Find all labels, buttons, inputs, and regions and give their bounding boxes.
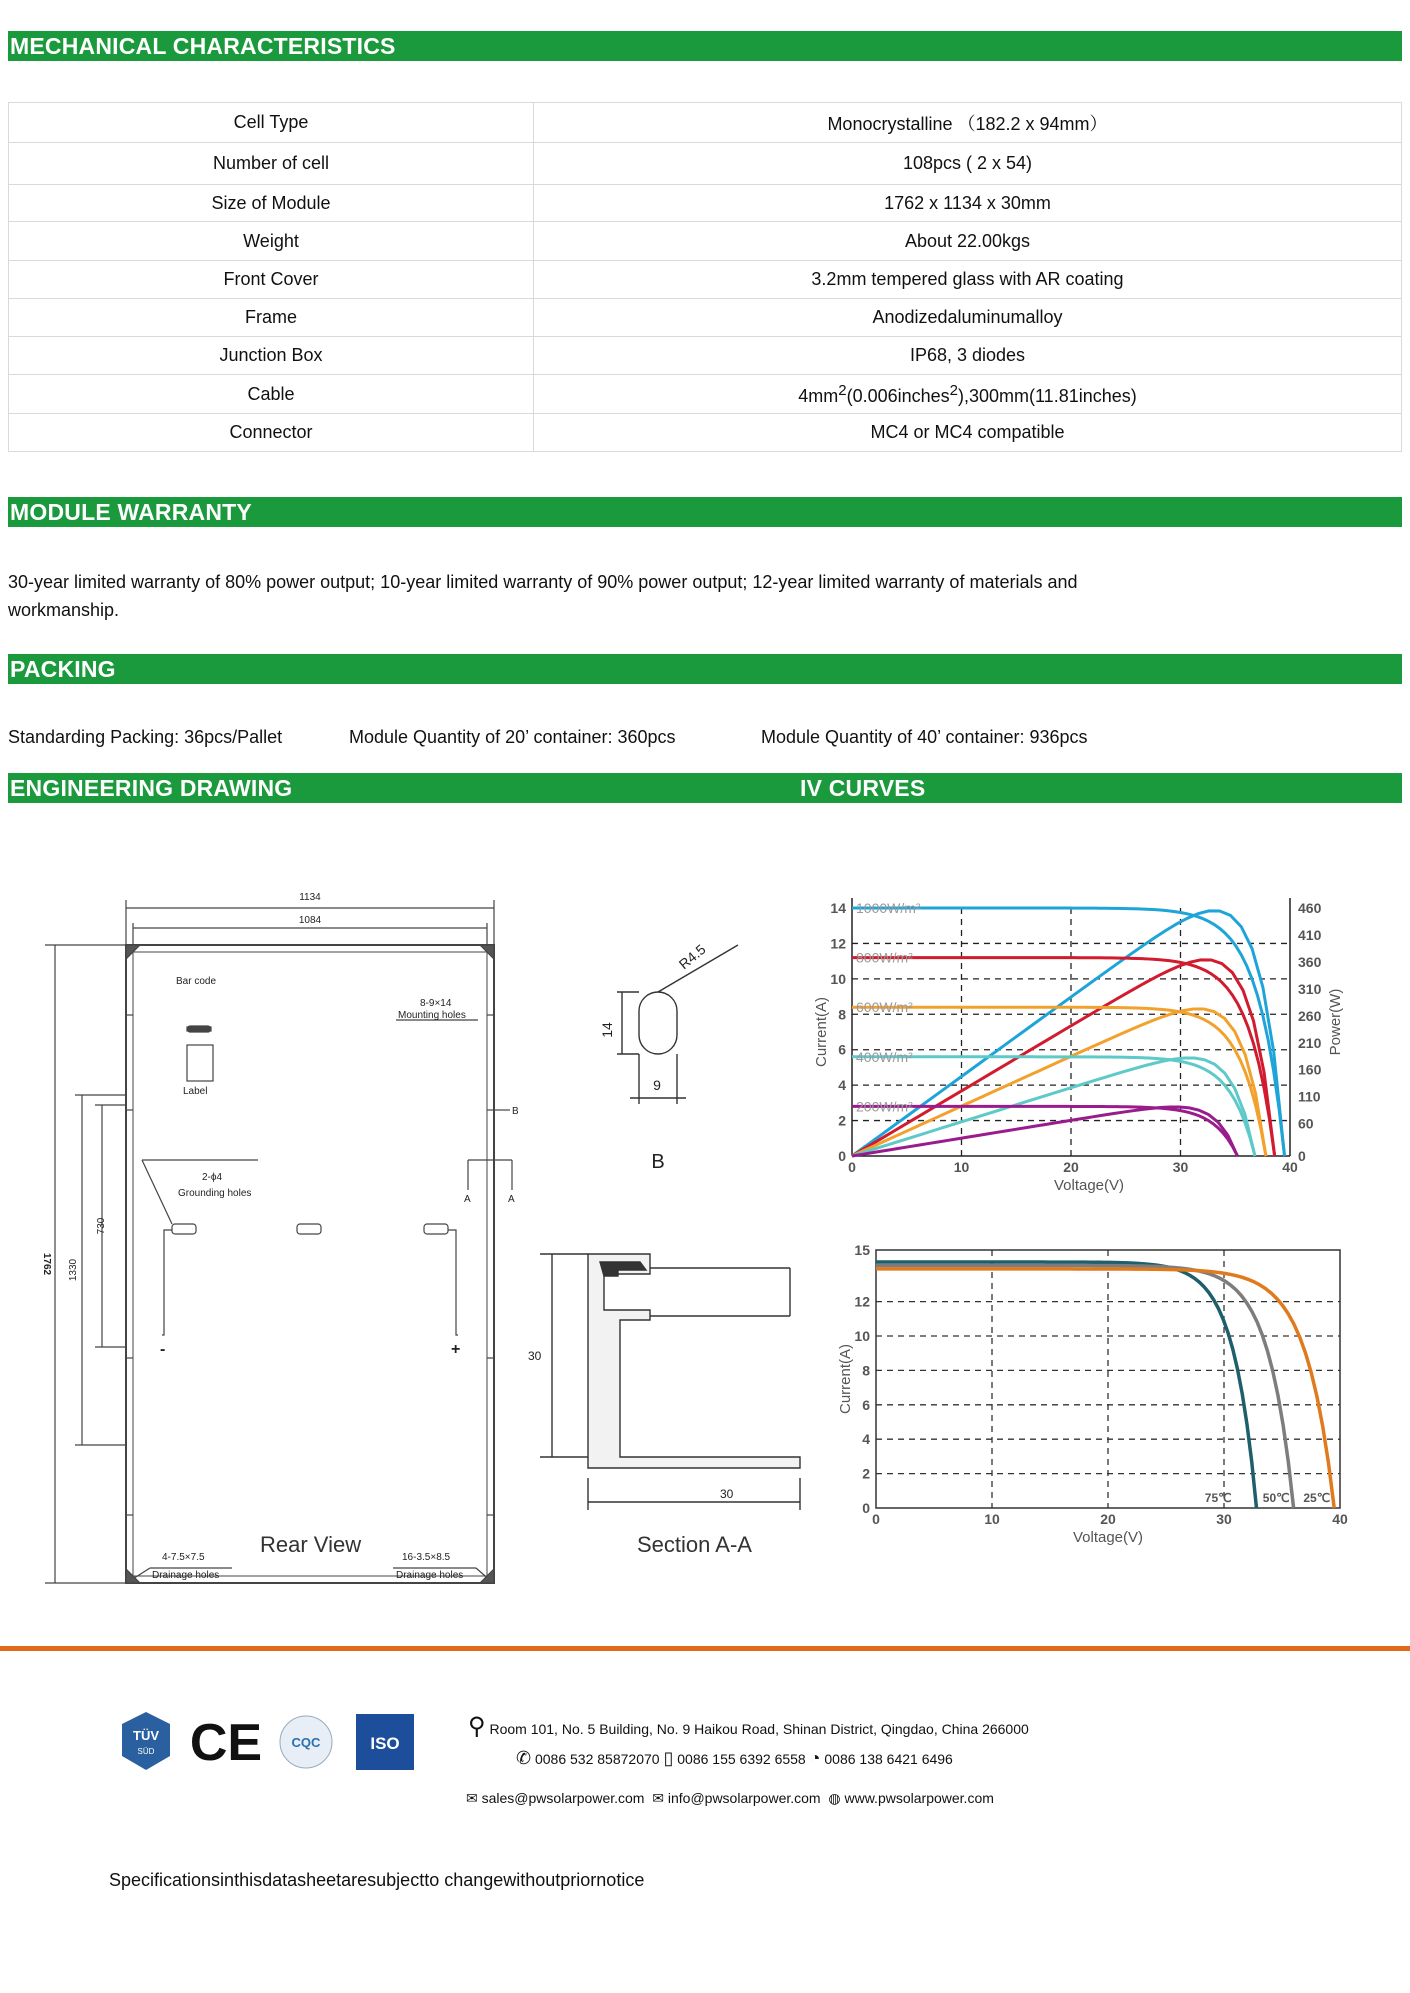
spec-value: Anodizedaluminumalloy: [534, 299, 1402, 337]
grounding-dim: 2-ϕ4: [202, 1172, 223, 1183]
y-tick-label: 4: [838, 1077, 846, 1094]
power-curve-600W/m²: [852, 1009, 1266, 1156]
disclaimer: Specificationsinthisdatasheetaresubjectto changewithoutpriornotice: [109, 1870, 645, 1890]
dimension-label: 1762: [41, 1252, 52, 1276]
y-tick-label: 8: [862, 1362, 870, 1379]
y2-tick-label: 410: [1298, 926, 1322, 943]
contact-phones: [516, 1748, 953, 1769]
x-tick-label: 10: [953, 1159, 970, 1175]
spec-value-cable: [534, 375, 1402, 414]
engineering-heading: [8, 773, 1402, 803]
packing-heading: [8, 654, 1402, 684]
y2-axis-label: Power(W): [1327, 988, 1344, 1056]
spec-label: Size of Module: [9, 185, 534, 222]
temperature-label: 25℃: [1303, 1491, 1331, 1505]
packing-40ft: Module Quantity of 40’ container: 936pcs: [761, 727, 1088, 747]
cable-part: 4mm: [798, 385, 839, 406]
x-tick-label: 10: [984, 1511, 1000, 1527]
address-text: Room 101, No. 5 Building, No. 9 Haikou Road, Shinan District, Qingdao, China 266000: [489, 1721, 1029, 1737]
x-tick-label: 20: [1100, 1511, 1116, 1527]
y-tick-label: 2: [862, 1465, 870, 1482]
y2-tick-label: 360: [1298, 953, 1322, 970]
dimension-label: 1134: [299, 892, 321, 903]
dimension-label: 730: [96, 1217, 107, 1235]
phone-icon: ✆: [516, 1748, 532, 1768]
iv-curve-75℃: [876, 1262, 1256, 1508]
warranty-text: 30-year limited warranty of 80% power output; 10-year limited warranty of 90% power output; 12-year limited warranty of materials and workmanship.: [8, 572, 1078, 620]
spec-label: Connector: [9, 414, 534, 452]
iv-curve-25℃: [876, 1269, 1334, 1508]
x-axis-label: Voltage(V): [1053, 1177, 1125, 1194]
whatsapp-icon: ◔: [809, 1748, 821, 1768]
y-axis-label: Current(A): [837, 1343, 854, 1415]
email-link[interactable]: sales@pwsolarpower.com: [481, 1790, 645, 1806]
y-tick-label: 12: [854, 1293, 870, 1310]
packing-standard: Standarding Packing: 36pcs/Pallet: [8, 727, 283, 747]
y2-tick-label: 0: [1298, 1148, 1306, 1164]
y-tick-label: 2: [838, 1112, 846, 1129]
spec-value: 3.2mm tempered glass with AR coating: [534, 261, 1402, 299]
dimension-label: 14: [599, 1022, 615, 1038]
x-tick-label: 20: [1063, 1159, 1079, 1175]
y-tick-label: 14: [830, 900, 846, 916]
email-icon: ✉: [652, 1790, 664, 1806]
y2-tick-label: 110: [1298, 1088, 1321, 1105]
detail-b-title: B: [651, 1151, 665, 1173]
section-marker: A: [464, 1194, 471, 1205]
rear-view-title: Rear View: [260, 1532, 362, 1557]
y2-tick-label: 60: [1298, 1115, 1314, 1132]
spec-label: Cell Type: [9, 103, 534, 143]
website-link[interactable]: www.pwsolarpower.com: [844, 1790, 994, 1806]
section-marker: A: [508, 1194, 515, 1205]
email-link[interactable]: info@pwsolarpower.com: [667, 1790, 821, 1806]
table-row: [9, 103, 1402, 143]
dimension-label: 9: [653, 1077, 661, 1093]
y-tick-label: 0: [838, 1148, 846, 1164]
spec-label: Number of cell: [9, 143, 534, 185]
irradiance-label: 600W/m²: [856, 999, 913, 1016]
label-callout: Label: [183, 1086, 208, 1097]
spec-value: About 22.00kgs: [534, 222, 1402, 261]
mechanical-heading-text: MECHANICAL CHARACTERISTICS: [10, 33, 396, 59]
mechanical-heading: [8, 31, 1402, 61]
x-tick-label: 0: [848, 1159, 856, 1175]
spec-value: 1762 x 1134 x 30mm: [534, 185, 1402, 222]
y-tick-label: 8: [838, 1006, 846, 1023]
spec-label: Frame: [9, 299, 534, 337]
cable-sup: 2: [949, 381, 958, 399]
spec-value: 108pcs ( 2 x 54): [534, 143, 1402, 185]
email-icon: ✉: [466, 1790, 478, 1806]
x-tick-label: 40: [1282, 1159, 1298, 1175]
table-row: [9, 375, 1402, 414]
location-pin-icon: ⚲: [468, 1713, 486, 1740]
mobile-icon: ▯: [663, 1748, 674, 1768]
temperature-label: 50℃: [1262, 1491, 1290, 1505]
iv-curves-heading-text: IV CURVES: [800, 775, 926, 801]
footer-divider: [0, 1646, 1410, 1651]
radius-label: R4.5: [675, 941, 709, 973]
irradiance-label: 1000W/m²: [856, 900, 921, 916]
y-tick-label: 12: [830, 935, 846, 952]
y2-tick-label: 460: [1298, 900, 1322, 916]
spec-value: Monocrystalline （182.2 x 94mm）: [534, 103, 1402, 143]
phone-text: 0086 532 85872070: [534, 1751, 660, 1767]
x-axis-label: Voltage(V): [1072, 1529, 1144, 1546]
packing-heading-text: PACKING: [10, 656, 116, 682]
cqc-text: CQC: [291, 1735, 321, 1750]
dimension-label: 30: [720, 1487, 734, 1501]
iso-text: ISO: [370, 1734, 400, 1753]
y2-tick-label: 310: [1298, 980, 1322, 997]
sud-text: SÜD: [137, 1747, 155, 1756]
mounting-dim: 8-9×14: [420, 998, 452, 1009]
y-tick-label: 6: [838, 1041, 846, 1058]
table-row: [9, 299, 1402, 337]
cert-logos: [116, 1710, 436, 1779]
iv-curve-irradiance-chart: [800, 880, 1360, 1200]
dimension-label: 30: [528, 1349, 542, 1363]
table-row: [9, 337, 1402, 375]
y2-tick-label: 260: [1298, 1007, 1322, 1024]
engineering-heading-text: ENGINEERING DRAWING: [10, 775, 293, 801]
warranty-heading: [8, 497, 1402, 527]
mounting-label: Mounting holes: [398, 1010, 466, 1021]
detail-marker: B: [512, 1106, 519, 1117]
negative-terminal: -: [160, 1341, 166, 1358]
y-tick-label: 6: [862, 1396, 870, 1413]
x-tick-label: 0: [872, 1511, 880, 1527]
tuv-text: TÜV: [133, 1728, 159, 1743]
power-curve-1000W/m²: [852, 911, 1285, 1156]
warranty-heading-text: MODULE WARRANTY: [10, 499, 252, 525]
y2-tick-label: 160: [1298, 1061, 1322, 1078]
engineering-drawing: [0, 870, 820, 1590]
bar-code-label: Bar code: [176, 976, 217, 987]
x-tick-label: 30: [1216, 1511, 1232, 1527]
cable-part: ),300mm(11.81inches): [958, 385, 1137, 406]
cable-part: (0.006inches: [846, 385, 950, 406]
phone-text: 0086 155 6392 6558: [677, 1751, 806, 1767]
drainage-dim: 4-7.5×7.5: [162, 1552, 205, 1563]
iv-curve-600W/m²: [852, 1007, 1266, 1156]
phone-text: 0086 138 6421 6496: [824, 1751, 953, 1767]
globe-icon: ◍: [828, 1790, 841, 1806]
table-row: [9, 222, 1402, 261]
y-tick-label: 10: [830, 970, 846, 987]
ce-logo: CE: [189, 1714, 263, 1772]
table-row: [9, 143, 1402, 185]
y-tick-label: 15: [854, 1242, 870, 1258]
iv-curve-temperature-chart: [820, 1230, 1380, 1560]
section-aa-title: Section A-A: [637, 1532, 752, 1557]
drainage-dim: 16-3.5×8.5: [402, 1552, 451, 1563]
irradiance-label: 400W/m²: [856, 1048, 913, 1065]
irradiance-label: 200W/m²: [856, 1098, 913, 1115]
spec-label: Junction Box: [9, 337, 534, 375]
table-row: [9, 261, 1402, 299]
y-tick-label: 10: [854, 1328, 870, 1344]
cable-sup: 2: [838, 381, 847, 399]
temperature-label: 75℃: [1204, 1491, 1232, 1505]
x-tick-label: 30: [1172, 1159, 1189, 1175]
y-tick-label: 0: [862, 1500, 870, 1516]
table-row: [9, 414, 1402, 452]
y-axis-label: Current(A): [813, 996, 830, 1068]
irradiance-label: 800W/m²: [856, 949, 913, 966]
spec-label: Weight: [9, 222, 534, 261]
table-row: [9, 185, 1402, 222]
contact-web: [466, 1790, 994, 1807]
spec-value: MC4 or MC4 compatible: [534, 414, 1402, 452]
packing-20ft: Module Quantity of 20’ container: 360pcs: [349, 727, 676, 747]
spec-table: [8, 102, 1402, 452]
drainage-label: Drainage holes: [396, 1570, 464, 1581]
contact-address: [468, 1712, 1029, 1741]
spec-label: Front Cover: [9, 261, 534, 299]
spec-label: Cable: [9, 375, 534, 414]
x-tick-label: 40: [1332, 1511, 1348, 1527]
drainage-label: Drainage holes: [152, 1570, 220, 1581]
dimension-label: 1084: [298, 915, 322, 926]
spec-value: IP68, 3 diodes: [534, 337, 1402, 375]
y-tick-label: 4: [862, 1431, 870, 1448]
y2-tick-label: 210: [1298, 1034, 1322, 1051]
positive-terminal: +: [451, 1341, 461, 1358]
dimension-label: 1330: [68, 1258, 79, 1282]
grounding-label: Grounding holes: [178, 1188, 252, 1199]
